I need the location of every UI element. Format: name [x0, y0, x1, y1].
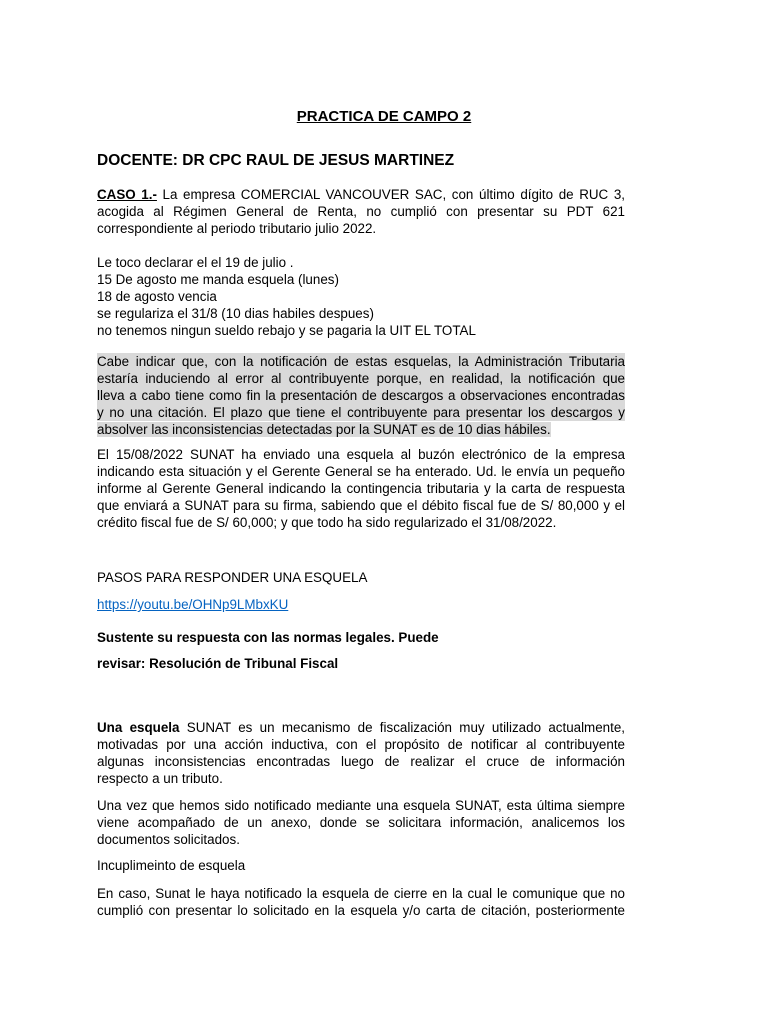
sunat-line: El 15/08/2022 SUNAT ha enviado una esquela al buzón electrónico de la empresa	[97, 447, 625, 462]
una-esquela-line-2: motivadas por una acción inductiva, con el propósito de notificar al contribuyente	[97, 737, 625, 752]
sunat-line: crédito fiscal fue de S/ 60,000; y que todo ha sido regularizado el 31/08/2022.	[97, 515, 557, 530]
sustente-line-1: Sustente su respuesta con las normas legales. Puede	[97, 630, 439, 645]
notes-list	[97, 254, 625, 339]
note-line: no tenemos ningun sueldo rebajo y se pagaria la UIT EL TOTAL	[97, 323, 476, 338]
youtube-link-row	[97, 596, 625, 613]
una-vez-line: Una vez que hemos sido notificado mediante una esquela SUNAT, esta última siempre	[97, 798, 625, 813]
caso-paragraph	[97, 186, 625, 237]
en-caso-paragraph	[97, 885, 625, 919]
sustente-line-2: revisar: Resolución de Tribunal Fiscal	[97, 656, 339, 671]
una-esquela-line-1: Una esquela SUNAT es un mecanismo de fiscalización muy utilizado actualmente,	[97, 720, 625, 735]
note-line: 18 de agosto vencia	[97, 289, 217, 304]
caso-line-1: CASO 1.- La empresa COMERCIAL VANCOUVER SAC, con último dígito de RUC 3,	[97, 187, 625, 202]
una-esquela-bold: Una esquela	[97, 720, 180, 735]
highlighted-paragraph	[97, 353, 625, 438]
note-line: Le toco declarar el el 19 de julio .	[97, 255, 294, 270]
pasos-heading: PASOS PARA RESPONDER UNA ESQUELA	[97, 570, 368, 585]
highlighted-line: estaría induciendo al error al contribuyente porque, en realidad, la notificación que	[97, 371, 625, 386]
sunat-paragraph	[97, 446, 625, 531]
youtube-link[interactable]: https://youtu.be/OHNp9LMbxKU	[97, 597, 289, 612]
una-vez-line: documentos solicitados.	[97, 832, 240, 847]
highlighted-line: absolver las inconsistencias detectadas por la SUNAT es de 10 dias hábiles.	[97, 422, 551, 437]
una-esquela-line-4: respecto a un tributo.	[97, 771, 223, 786]
highlighted-line: lleva a cabo tiene como fin la presentación de descargos a observaciones encontradas	[97, 388, 625, 403]
caso-line-2: acogida al Régimen General de Renta, no cumplió con presentar su PDT 621	[97, 204, 625, 219]
en-caso-line: En caso, Sunat le haya notificado la esquela de cierre en la cual le comunique que no	[97, 886, 625, 901]
una-esquela-line-3: algunas inconsistencias encontradas luego de realizar el cruce de información	[97, 754, 625, 769]
una-esquela-paragraph	[97, 719, 625, 787]
caso-label: CASO 1.-	[97, 187, 157, 202]
highlighted-line: Cabe indicar que, con la notificación de estas esquelas, la Administración Tributaria	[97, 354, 625, 369]
caso-line-3: correspondiente al periodo tributario julio 2022.	[97, 221, 377, 236]
sunat-line: que enviará a SUNAT para su firma, sabiendo que el débito fiscal fue de S/ 80,000 y el	[97, 498, 625, 513]
sunat-line: indicando esta situación y el Gerente General se ha enterado. Ud. le envía un pequeño	[97, 464, 625, 479]
highlighted-line: y no una citación. El plazo que tiene el contribuyente para presentar los descargos y	[97, 405, 625, 420]
sunat-line: informe al Gerente General indicando la contingencia tributaria y la carta de respuesta	[97, 481, 625, 496]
una-vez-line: viene acompañado de un anexo, donde se solicitara información, analicemos los	[97, 815, 625, 830]
docente-heading: DOCENTE: DR CPC RAUL DE JESUS MARTINEZ	[97, 152, 455, 169]
incumplimiento-heading: Incuplimeinto de esquela	[97, 858, 246, 873]
note-line: se regulariza el 31/8 (10 dias habiles despues)	[97, 306, 374, 321]
document-title: PRACTICA DE CAMPO 2	[296, 108, 472, 125]
en-caso-line: cumplió con presentar lo solicitado en la esquela y/o carta de citación, posteriormente	[97, 903, 625, 918]
note-line: 15 De agosto me manda esquela (lunes)	[97, 272, 339, 287]
una-vez-paragraph	[97, 797, 625, 848]
